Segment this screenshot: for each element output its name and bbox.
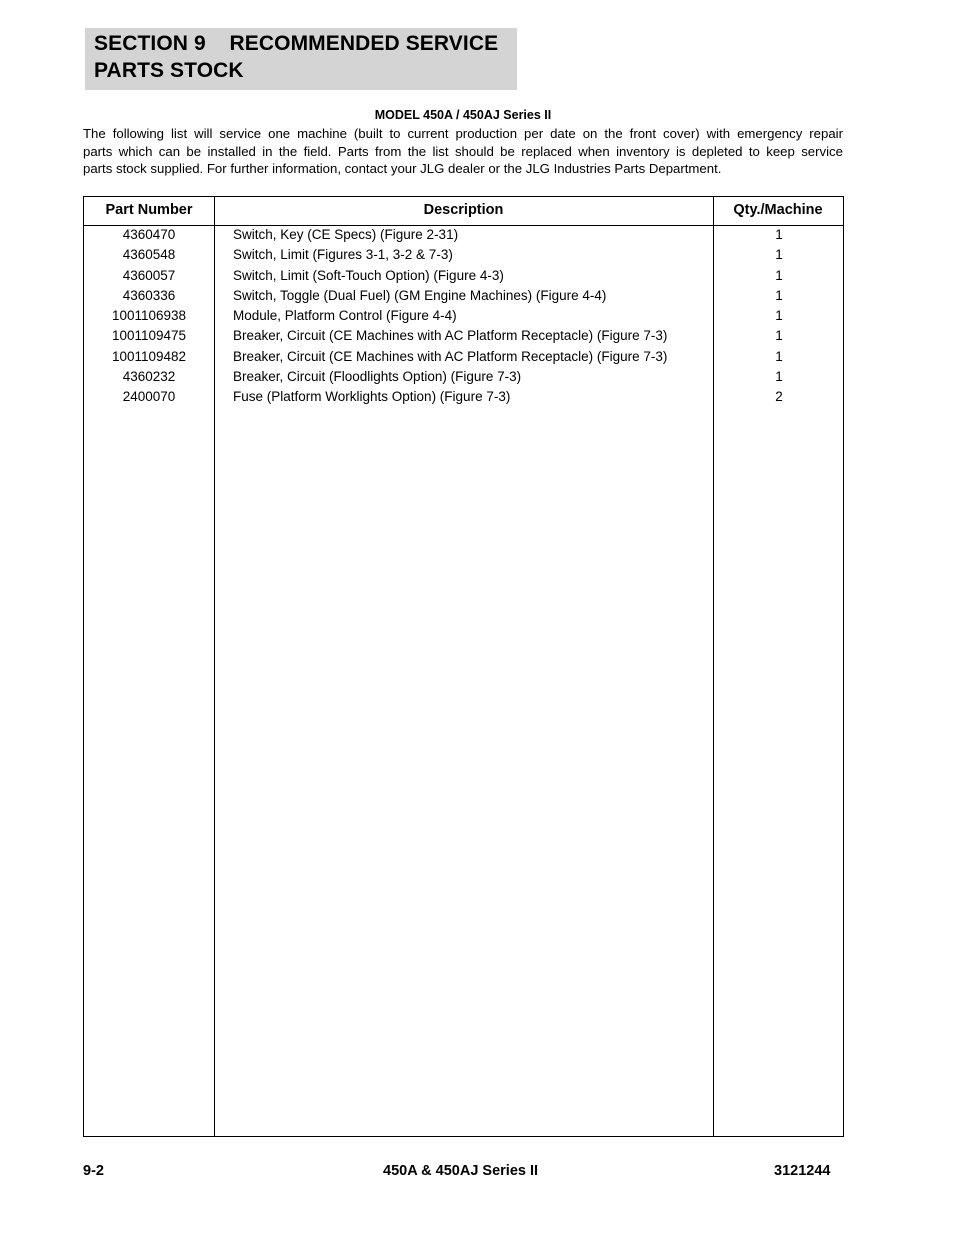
qty-cell: 1 xyxy=(775,227,783,242)
section-header xyxy=(85,28,517,90)
footer-model: 450A & 450AJ Series II xyxy=(383,1163,539,1179)
part-number-cell: 4360470 xyxy=(122,227,176,242)
table-row xyxy=(84,245,843,265)
table-row xyxy=(84,326,843,346)
header-part-number: Part Number xyxy=(105,202,193,218)
description-cell: Switch, Key (CE Specs) (Figure 2-31) xyxy=(233,227,459,242)
qty-cell: 1 xyxy=(775,287,783,303)
part-number-cell: 1001109475 xyxy=(111,328,187,344)
intro-line: The following list will service one machine (built to current production per date on the front cover) with emergency repair xyxy=(83,126,843,141)
qty-cell: 1 xyxy=(775,267,783,283)
description-cell: Switch, Limit (Figures 3-1, 3-2 & 7-3) xyxy=(233,247,453,263)
part-number-cell: 2400070 xyxy=(122,389,176,405)
intro-line: parts which can be installed in the field. Parts from the list should be replaced when inventory is depleted to keep service xyxy=(83,143,843,159)
part-number-cell: 1001106938 xyxy=(111,308,187,324)
description-cell: Breaker, Circuit (CE Machines with AC Platform Receptacle) (Figure 7-3) xyxy=(233,328,668,344)
part-number-cell: 4360057 xyxy=(122,267,176,283)
description-cell: Module, Platform Control (Figure 4-4) xyxy=(233,308,457,324)
part-number-cell: 4360336 xyxy=(122,287,176,303)
table-row xyxy=(84,266,843,286)
part-number-cell: 4360548 xyxy=(122,247,176,263)
description-cell: Breaker, Circuit (CE Machines with AC Platform Receptacle) (Figure 7-3) xyxy=(233,348,668,364)
table-row xyxy=(84,225,843,245)
intro-line: parts stock supplied. For further information, contact your JLG dealer or the JLG Industries Parts Department. xyxy=(83,161,722,177)
description-cell: Fuse (Platform Worklights Option) (Figure 7-3) xyxy=(233,389,511,405)
qty-cell: 1 xyxy=(775,369,783,385)
section-title-line-1: SECTION 9 RECOMMENDED SERVICE xyxy=(94,32,499,55)
table-header-row xyxy=(84,197,843,226)
table-row xyxy=(84,367,843,387)
footer-doc-number: 3121244 xyxy=(774,1163,831,1179)
qty-cell: 1 xyxy=(775,247,783,263)
qty-cell: 1 xyxy=(775,348,783,364)
header-description: Description xyxy=(423,202,504,218)
qty-cell: 1 xyxy=(775,308,783,324)
description-cell: Switch, Limit (Soft-Touch Option) (Figure 4-3) xyxy=(233,267,504,283)
part-number-cell: 1001109482 xyxy=(111,348,187,364)
qty-cell: 1 xyxy=(775,328,783,344)
section-title-line-2: PARTS STOCK xyxy=(94,59,244,82)
table-row xyxy=(84,387,843,407)
parts-table xyxy=(83,196,844,1137)
table-row xyxy=(84,306,843,326)
table-row xyxy=(84,347,843,367)
intro-paragraph xyxy=(83,125,843,178)
table-body xyxy=(84,225,843,408)
header-qty: Qty./Machine xyxy=(733,202,823,218)
qty-cell: 2 xyxy=(775,389,783,405)
description-cell: Switch, Toggle (Dual Fuel) (GM Engine Machines) (Figure 4-4) xyxy=(233,287,607,303)
part-number-cell: 4360232 xyxy=(122,369,176,385)
description-cell: Breaker, Circuit (Floodlights Option) (Figure 7-3) xyxy=(233,369,522,385)
footer-page-number: 9-2 xyxy=(83,1163,104,1179)
table-row xyxy=(84,286,843,306)
model-title: MODEL 450A / 450AJ Series II xyxy=(374,108,552,122)
